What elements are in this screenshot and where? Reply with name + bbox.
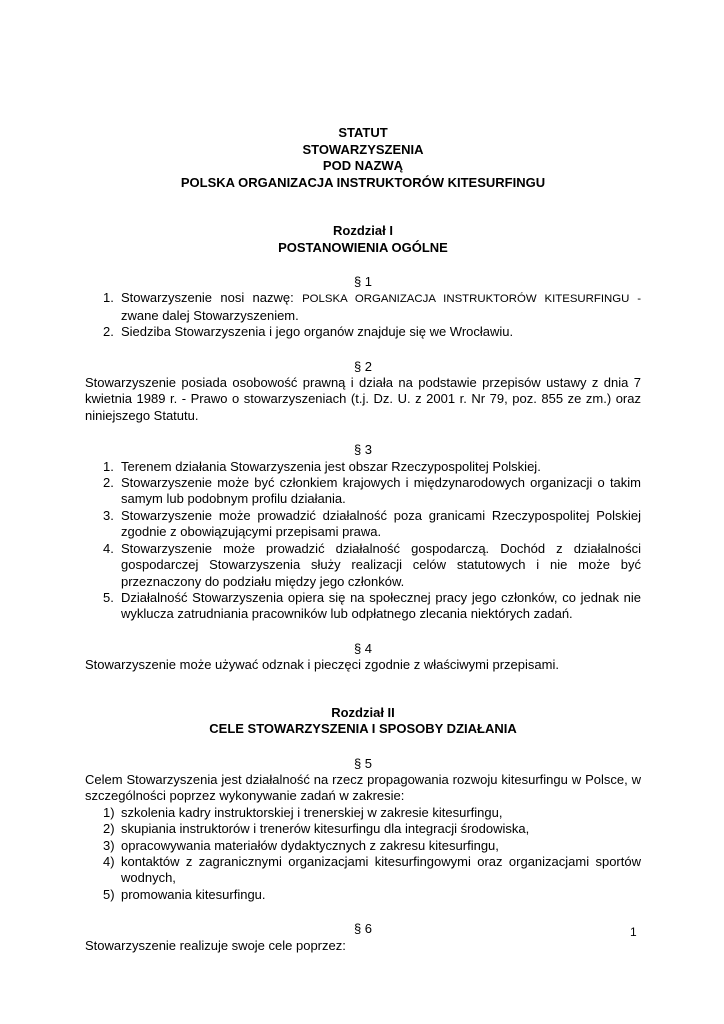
list-item-number: 1) <box>103 804 115 820</box>
section-mark-4: § 4 <box>353 640 373 656</box>
list-item-number: 4) <box>103 853 115 869</box>
section-3-list <box>85 459 641 623</box>
list-item-number: 2) <box>103 821 115 837</box>
list-item-text: Terenem działania Stowarzyszenia jest obszar Rzeczypospolitej Polskiej. <box>121 458 541 474</box>
list-item-text: skupiania instruktorów i trenerów kitesurfingu dla integracji środowiska, <box>121 821 530 837</box>
list-item <box>85 541 641 590</box>
title-line: POLSKA ORGANIZACJA INSTRUKTORÓW KITESURFINGU <box>180 174 546 190</box>
chapter-label: Rozdział I <box>333 223 393 238</box>
list-item <box>85 590 641 623</box>
section-2-text: Stowarzyszenie posiada osobowość prawną i działa na podstawie przepisów ustawy z dnia 7 kwietnia 1989 r. - Prawo o stowarzyszeniach (t.j. Dz. U. z 2001 r. Nr 79, poz. 855 ze zm.) oraz niniejszego Statutu. <box>85 375 641 423</box>
chapter-label: Rozdział II <box>331 704 395 720</box>
list-item <box>85 475 641 508</box>
list-item-number: 2. <box>103 475 114 491</box>
title-line: POD NAZWĄ <box>322 158 404 173</box>
section-4-text: Stowarzyszenie może używać odznak i pieczęci zgodnie z właściwymi przepisami. <box>85 657 559 673</box>
list-item <box>85 459 641 475</box>
list-item-text: kontaktów z zagranicznymi organizacjami kitesurfingowymi oraz organizacjami sportów wodnych, <box>121 853 641 886</box>
list-item <box>85 838 641 854</box>
list-item-text: Stowarzyszenie może prowadzić działalność gospodarczą. Dochód z działalności gospodarczej Stowarzyszenia służy realizacji celów statutowych i nie może być przeznaczony do podziału między jego członków. <box>121 540 641 589</box>
list-item-number: 5. <box>103 589 114 605</box>
chapter-title: CELE STOWARZYSZENIA I SPOSOBY DZIAŁANIA <box>209 721 517 737</box>
page-number: 1 <box>630 925 637 939</box>
chapter-title: POSTANOWIENIA OGÓLNE <box>278 239 448 255</box>
list-item <box>85 854 641 887</box>
list-item-number: 3) <box>103 837 115 853</box>
chapter-1-heading <box>85 223 641 256</box>
list-item <box>85 805 641 821</box>
list-item-number: 5) <box>103 886 115 902</box>
list-item-text: Działalność Stowarzyszenia opiera się na społecznej pracy jego członków, co jednak nie wyklucza zatrudniania pracowników lub odpłatnego zlecania niektórych zadań. <box>121 589 641 622</box>
list-item-number: 1. <box>103 458 114 474</box>
title-line: STATUT <box>338 125 388 140</box>
section-mark-2: § 2 <box>353 358 373 374</box>
section-mark-1: § 1 <box>353 274 373 289</box>
list-item <box>85 324 641 340</box>
organization-name: POLSKA ORGANIZACJA INSTRUKTORÓW KITESURFINGU - <box>302 293 641 306</box>
list-item-number: 3. <box>103 507 114 523</box>
section-mark-3: § 3 <box>353 442 373 458</box>
list-item <box>85 290 641 324</box>
list-item-text: promowania kitesurfingu. <box>121 886 266 902</box>
list-item-number: 2. <box>103 324 114 340</box>
list-item-text: Stowarzyszenie nosi nazwę: <box>121 290 303 306</box>
list-item <box>85 821 641 837</box>
section-5-list <box>85 805 641 903</box>
list-item-text: szkolenia kadry instruktorskiej i trenerskiej w zakresie kitesurfingu, <box>121 804 503 820</box>
section-mark-6: § 6 <box>353 921 373 937</box>
chapter-2-heading <box>85 705 641 738</box>
list-item <box>85 887 641 903</box>
list-item-text: opracowywania materiałów dydaktycznych z zakresu kitesurfingu, <box>121 837 499 853</box>
list-item-text: Stowarzyszenie może być członkiem krajowych i międzynarodowych organizacji o takim samym lub podobnym profilu działania. <box>121 475 641 507</box>
list-item-text: zwane dalej Stowarzyszeniem. <box>121 307 299 323</box>
title-line: STOWARZYSZENIA <box>302 141 424 157</box>
list-item-text: Siedziba Stowarzyszenia i jego organów znajduje się we Wrocławiu. <box>121 324 514 340</box>
list-item-text: Stowarzyszenie może prowadzić działalność poza granicami Rzeczypospolitej Polskiej zgodnie z obowiązującymi przepisami prawa. <box>121 507 641 540</box>
section-1-list <box>85 290 641 340</box>
list-item-number: 1. <box>103 290 114 306</box>
document-title <box>85 125 641 191</box>
list-item-number: 4. <box>103 540 114 556</box>
section-mark-5: § 5 <box>353 755 373 771</box>
document-page <box>85 125 641 954</box>
section-5-intro: Celem Stowarzyszenia jest działalność na rzecz propagowania rozwoju kitesurfingu w Polsce, w szczególności poprzez wykonywanie zadań w zakresie: <box>85 771 641 804</box>
section-6-text: Stowarzyszenie realizuje swoje cele poprzez: <box>85 937 346 953</box>
list-item <box>85 508 641 541</box>
